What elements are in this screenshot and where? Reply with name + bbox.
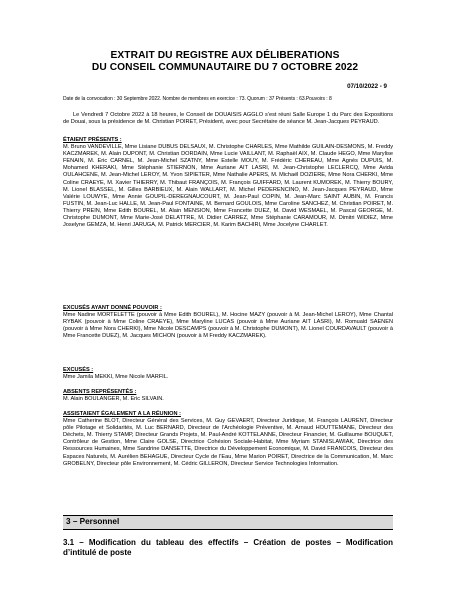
absents-heading: ABSENTS REPRÉSENTÉS : (63, 389, 137, 395)
assistaient-heading: ASSISTAIENT ÉGALEMENT A LA RÉUNION : (63, 411, 181, 417)
section-assistaient (63, 411, 393, 468)
intro-paragraph (63, 112, 393, 126)
intro-text: Le Vendredi 7 Octobre 2022 à 18 heures, le Conseil de DOUAISIS AGGLO s’est réuni Salle Europe 1 du Parc des Expositions de Douai, sous la présidence de M. Christian POIRET, Président, avec pour Secrétaire de séance M. Jean-Jacques PEYRAUD. (63, 112, 393, 126)
section-bar-label: 3 – Personnel (66, 517, 120, 526)
presents-heading: ÉTAIENT PRÉSENTS : (63, 137, 122, 143)
convocation-info: Date de la convocation : 30 Septembre 2022. Nombre de membres en exercice : 73. Quorum : 37 Présents : 63.Pouvoirs : 8 (63, 96, 332, 102)
pouvoir-heading: EXCUSÉS AYANT DONNÉ POUVOIR : (63, 305, 162, 311)
section-excuses (63, 367, 393, 381)
excuses-list: Mme Jamila MEKKI, Mme Nicole MARFIL. (63, 374, 169, 381)
pouvoir-list: Mme Nadine MORTELETTE (pouvoir à Mme Edith BOUREL), M. Hocine MAZY (pouvoir à M. Jean-Michel LEROY), Mme Chantal RYBAK (pouvoir à Mme Coline CRAEYE), Mme Maryline LUCAS (pouvoir à Mme Auriane AIT LASRI), M. Romuald SAENEN (pouvoir à Mme Nora CHERKI), Mme Nicole DESCAMPS (pouvoir à M. Christophe DUMONT), M. Lionel COURDAVAULT (pouvoir à Mme Francette DUEZ), M. Jacques MICHON (pouvoir à M Freddy KACZMAREK). (63, 312, 393, 340)
absents-list: M. Alain BOULANGER, M. Eric SILVAIN. (63, 396, 164, 403)
section-bar-personnel (63, 515, 393, 530)
deliberation-reference: 07/10/2022 - 9 (347, 83, 387, 90)
excuses-heading: EXCUSÉS : (63, 367, 94, 373)
presents-list: M. Bruno VANDEVILLE, Mme Lisiane DUBUS DELSAUX, M. Christophe CHARLES, Mme Mathilde GUILAIN-DESMONS, M. Freddy KACZMAREK, M. Alain DUPONT, M. Christian DORDAIN, Mme Lucie VAILLANT, M. Raphaël AIX, M. Claude HEGO, Mme Marylise FENAIN, M. Eric CARNEL, M. Jean-Michel SZATNY, Mme Estelle MOUY, M. Frédéric CHEREAU, Mme Agnès DUPUIS, M. Mohamed KHERAKI, Mme Stéphanie STIERNON, Mme Auriane AIT LASRI, M. Jean-Christophe LECLERCQ, Mme Avida OULAHCENE, M. Jean-Michel LEROY, M. Yvon SIPIETER, Mme Nathalie APERS, M. Michaël DOZIERE, Mme Nora CHERKI, Mme Coline CRAEYE, M. Xavier THIERRY, M. Thibaut FRANÇOIS, M. François GUIFFARD, M. Laurent KUMOREK, M. Thierry BOURY, M. Lionel BLASSEL, M. Gilles BARBIEUX, M. Alain WALLART, M. Michel PEDERENCINO, M. Jean-Jacques PEYRAUD, Mme Valérie LOUWYE, Mme Annie GOUPIL-DEREGNAUCOURT, M. Jean-Paul COPIN, M. Jean-Marc SAINT AUBIN, M. Francis FUSTIN, M. Jean-Luc HALLE, M. Jean-Paul FONTAINE, M. Bernard GOULOIS, Mme Caroline SANCHEZ, M. Christian POIRET, M. Thierry PREIN, Mme Edith BOUREL, M. Alain MENSION, Mme Francette DUEZ, M. David WESMAEL, M. Pascal GEORGE, M. Christophe DUMONT, Mme Marie-José DELATTRE, M. Didier CARREZ, Mme Stéphanie CARAMOUR, M. Dimitri WIDIEZ, Mme Joselyne GEMZA, M. Henri JARUGA, M. Patrick MERCIER, M. Karim BACHIRI, Mme Jocelyne CHARLET. (63, 144, 393, 229)
assistaient-list: Mme Catherine BLOT, Directeur Général des Services, M. Guy GEVAERT, Directeur Juridique, M. François LAURENT, Directeur pôle Pilotage et Solidarités, M. Luc BERNARD, Directeur de l’Archéologie Préventive, M. Arnaud HOUTTEMANE, Directeur des Déchets, M. Thierry STAMP, Directeur Grands Projets, M. Paul-André KOTTELANNE, Directeur Financier, M. Guillaume BOUQUET, Contrôleur de Gestion, Mme Claire GOLSE, Directrice Cohésion Sociale-Habitat, Mme Myriam STANISLAWIAK, Directrice des Ressources Humaines, Mme Sandrine DANSETTE, Directrice du Développement Economique, M. David FRANCOIS, Directeur des Espaces Naturels, M. Aurélien BEHAGUE, Directeur Cycle de l’Eau, Mme Marion POIRET, Directrice de la Communication, M. Marc GROBELNY, Directeur pôle Environnement, M. Cédric GILLERON, Directeur Service Technologies Information. (63, 418, 393, 467)
subsection-title: 3.1 – Modification du tableau des effectifs – Création de postes – Modification d’intitulé de poste (63, 538, 393, 557)
document-title-line1: EXTRAIT DU REGISTRE AUX DÉLIBERATIONS (110, 50, 340, 61)
document-title-line2: DU CONSEIL COMMUNAUTAIRE DU 7 OCTOBRE 2022 (91, 62, 359, 73)
section-pouvoir (63, 305, 393, 340)
section-absents (63, 389, 393, 403)
section-presents (63, 137, 393, 229)
